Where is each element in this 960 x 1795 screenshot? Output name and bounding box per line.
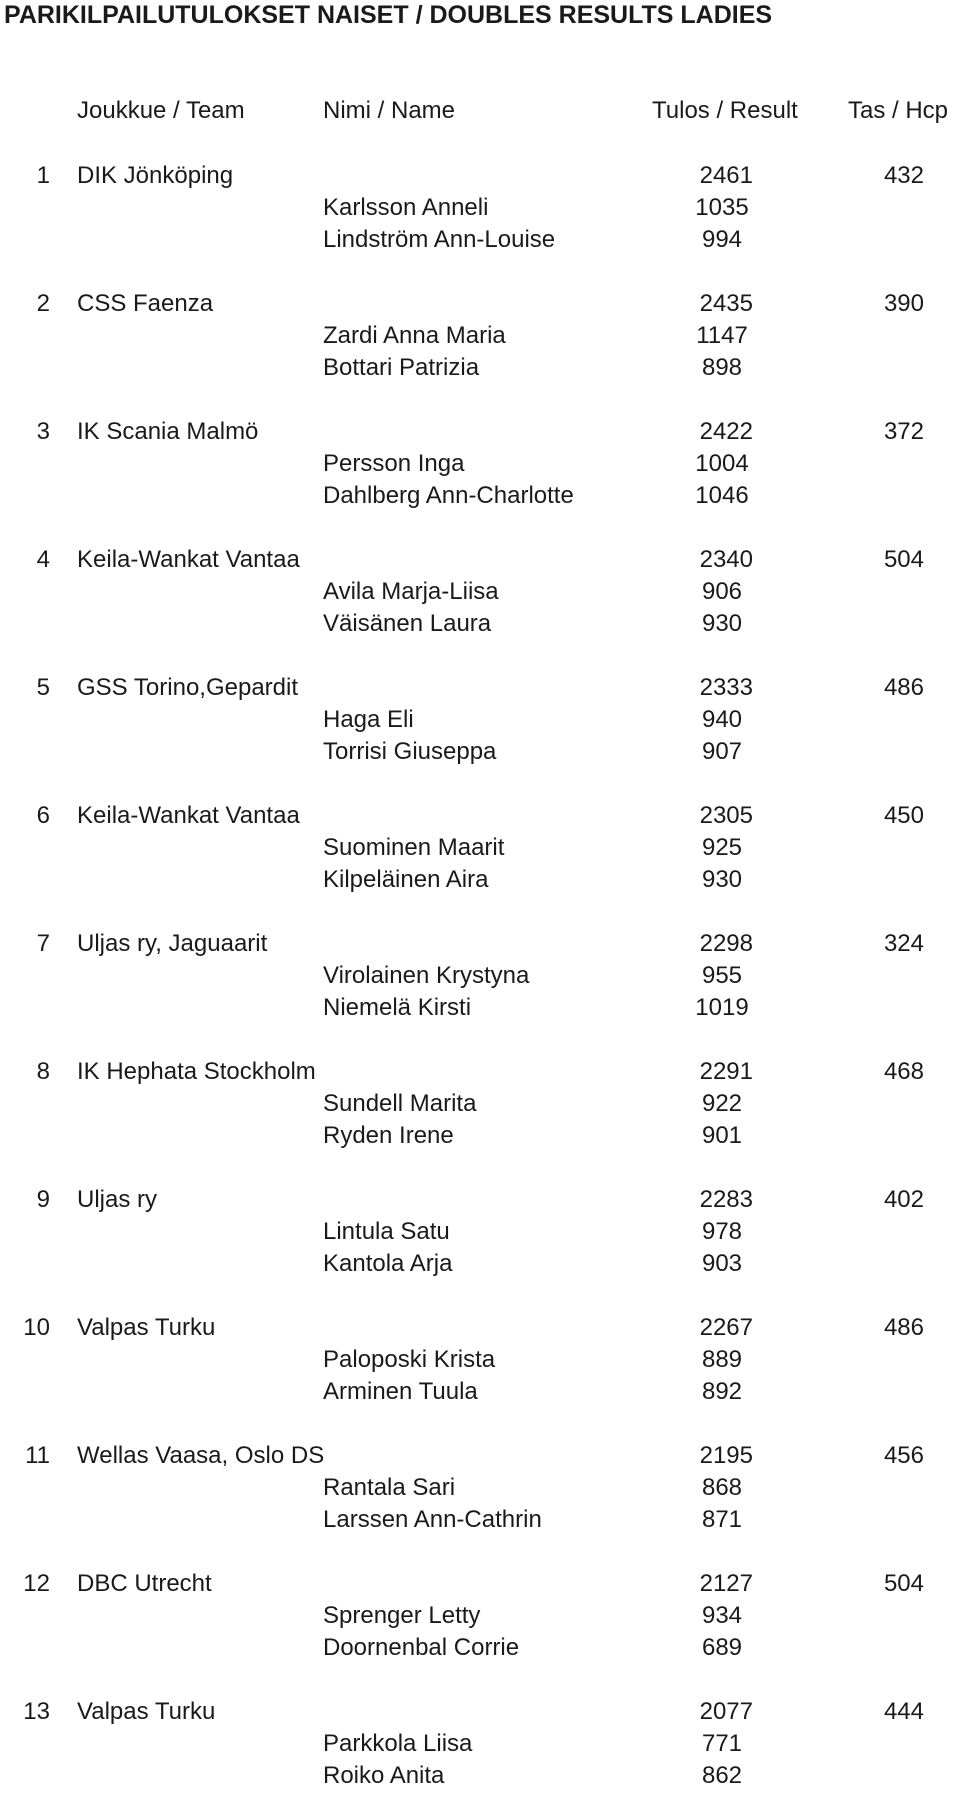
- player-score: 1046: [695, 482, 749, 509]
- team-hcp: 468: [883, 1058, 924, 1085]
- team-row: [0, 288, 960, 320]
- player-row: [0, 1344, 960, 1376]
- rank: 4: [36, 546, 50, 573]
- player-row: [0, 608, 960, 640]
- player-score: 771: [701, 1730, 743, 1757]
- team-name: DIK Jönköping: [77, 162, 234, 189]
- team-total: 2422: [699, 418, 753, 445]
- rank: 3: [36, 418, 50, 445]
- player-score: 901: [701, 1122, 743, 1149]
- player-score: 1035: [695, 194, 749, 221]
- player-name: Sprenger Letty: [323, 1602, 481, 1629]
- table-header: [0, 95, 960, 127]
- team-hcp: 432: [883, 162, 924, 189]
- player-row: [0, 1728, 960, 1760]
- player-name: Zardi Anna Maria: [323, 322, 506, 349]
- team-row: [0, 416, 960, 448]
- player-row: [0, 960, 960, 992]
- player-row: [0, 352, 960, 384]
- player-row: [0, 448, 960, 480]
- rank: 5: [36, 674, 50, 701]
- player-score: 868: [701, 1474, 743, 1501]
- player-row: [0, 704, 960, 736]
- player-row: [0, 480, 960, 512]
- player-name: Sundell Marita: [323, 1090, 477, 1117]
- player-row: [0, 1600, 960, 1632]
- header-name: Nimi / Name: [323, 97, 456, 124]
- player-name: Niemelä Kirsti: [323, 994, 472, 1021]
- player-name: Lintula Satu: [323, 1218, 450, 1245]
- player-row: [0, 224, 960, 256]
- team-hcp: 504: [883, 546, 924, 573]
- player-score: 889: [701, 1346, 743, 1373]
- player-name: Kilpeläinen Aira: [323, 866, 489, 893]
- player-name: Larssen Ann-Cathrin: [323, 1506, 542, 1533]
- rank: 10: [23, 1314, 50, 1341]
- player-score: 906: [701, 578, 743, 605]
- player-score: 922: [701, 1090, 743, 1117]
- player-score: 955: [701, 962, 743, 989]
- team-name: Valpas Turku: [77, 1698, 216, 1725]
- player-row: [0, 1216, 960, 1248]
- team-total: 2077: [699, 1698, 753, 1725]
- team-name: Valpas Turku: [77, 1314, 216, 1341]
- player-row: [0, 192, 960, 224]
- header-team: Joukkue / Team: [77, 97, 245, 124]
- player-name: Torrisi Giuseppa: [323, 738, 497, 765]
- team-name: Uljas ry: [77, 1186, 158, 1213]
- team-hcp: 444: [883, 1698, 924, 1725]
- player-score: 1019: [695, 994, 749, 1021]
- player-row: [0, 864, 960, 896]
- player-score: 862: [701, 1762, 743, 1789]
- player-name: Haga Eli: [323, 706, 414, 733]
- team-hcp: 456: [883, 1442, 924, 1469]
- player-name: Bottari Patrizia: [323, 354, 480, 381]
- rank: 2: [36, 290, 50, 317]
- team-row: [0, 160, 960, 192]
- header-hcp: Tas / Hcp: [848, 97, 949, 124]
- player-score: 930: [701, 866, 743, 893]
- team-hcp: 486: [883, 674, 924, 701]
- player-score: 994: [701, 226, 743, 253]
- player-row: [0, 576, 960, 608]
- team-name: Uljas ry, Jaguaarit: [77, 930, 268, 957]
- player-name: Väisänen Laura: [323, 610, 492, 637]
- team-total: 2305: [699, 802, 753, 829]
- player-name: Kantola Arja: [323, 1250, 453, 1277]
- team-name: GSS Torino,Gepardit: [77, 674, 299, 701]
- team-row: [0, 1056, 960, 1088]
- player-score: 689: [701, 1634, 743, 1661]
- player-row: [0, 1376, 960, 1408]
- team-total: 2267: [699, 1314, 753, 1341]
- rank: 7: [36, 930, 50, 957]
- player-row: [0, 1088, 960, 1120]
- player-score: 1147: [696, 322, 748, 349]
- team-name: DBC Utrecht: [77, 1570, 212, 1597]
- team-hcp: 372: [883, 418, 924, 445]
- player-score: 892: [701, 1378, 743, 1405]
- rank: 11: [25, 1442, 50, 1469]
- player-name: Doornenbal Corrie: [323, 1634, 520, 1661]
- player-name: Suominen Maarit: [323, 834, 505, 861]
- player-score: 907: [701, 738, 743, 765]
- team-row: [0, 672, 960, 704]
- team-total: 2291: [699, 1058, 753, 1085]
- player-score: 898: [701, 354, 743, 381]
- team-total: 2435: [699, 290, 753, 317]
- team-total: 2127: [699, 1570, 753, 1597]
- player-score: 871: [701, 1506, 743, 1533]
- team-hcp: 324: [883, 930, 924, 957]
- player-name: Parkkola Liisa: [323, 1730, 473, 1757]
- team-hcp: 504: [883, 1570, 924, 1597]
- player-score: 934: [701, 1602, 743, 1629]
- team-row: [0, 1312, 960, 1344]
- team-name: CSS Faenza: [77, 290, 214, 317]
- rank: 8: [36, 1058, 50, 1085]
- team-hcp: 402: [883, 1186, 924, 1213]
- team-name: IK Hephata Stockholm: [77, 1058, 316, 1085]
- player-score: 1004: [695, 450, 749, 477]
- team-row: [0, 1184, 960, 1216]
- player-name: Lindström Ann-Louise: [323, 226, 556, 253]
- team-total: 2340: [699, 546, 753, 573]
- team-hcp: 486: [883, 1314, 924, 1341]
- player-name: Roiko Anita: [323, 1762, 445, 1789]
- team-row: [0, 800, 960, 832]
- page-title: PARIKILPAILUTULOKSET NAISET / DOUBLES RESULTS LADIES: [4, 1, 773, 29]
- player-row: [0, 992, 960, 1024]
- team-name: Keila-Wankat Vantaa: [77, 802, 300, 829]
- team-total: 2333: [699, 674, 753, 701]
- team-row: [0, 544, 960, 576]
- player-row: [0, 736, 960, 768]
- team-row: [0, 1696, 960, 1728]
- player-name: Virolainen Krystyna: [323, 962, 530, 989]
- team-total: 2298: [699, 930, 753, 957]
- player-row: [0, 1120, 960, 1152]
- player-name: Ryden Irene: [323, 1122, 454, 1149]
- player-row: [0, 1504, 960, 1536]
- player-score: 930: [701, 610, 743, 637]
- header-result: Tulos / Result: [652, 97, 798, 124]
- team-row: [0, 928, 960, 960]
- player-score: 903: [701, 1250, 743, 1277]
- player-name: Paloposki Krista: [323, 1346, 496, 1373]
- player-score: 978: [701, 1218, 743, 1245]
- player-row: [0, 1248, 960, 1280]
- rank: 6: [36, 802, 50, 829]
- player-score: 940: [701, 706, 743, 733]
- team-name: IK Scania Malmö: [77, 418, 259, 445]
- player-row: [0, 1632, 960, 1664]
- player-name: Avila Marja-Liisa: [323, 578, 499, 605]
- player-name: Arminen Tuula: [323, 1378, 478, 1405]
- team-total: 2283: [699, 1186, 753, 1213]
- player-name: Karlsson Anneli: [323, 194, 489, 221]
- player-row: [0, 1472, 960, 1504]
- team-row: [0, 1568, 960, 1600]
- player-name: Persson Inga: [323, 450, 465, 477]
- team-total: 2195: [699, 1442, 753, 1469]
- rank: 9: [36, 1186, 50, 1213]
- rank: 13: [23, 1698, 50, 1725]
- team-name: Wellas Vaasa, Oslo DS: [77, 1442, 325, 1469]
- player-name: Rantala Sari: [323, 1474, 456, 1501]
- team-hcp: 390: [883, 290, 924, 317]
- player-score: 925: [701, 834, 743, 861]
- player-row: [0, 320, 960, 352]
- player-row: [0, 832, 960, 864]
- team-hcp: 450: [883, 802, 924, 829]
- team-total: 2461: [699, 162, 753, 189]
- rank: 12: [23, 1570, 50, 1597]
- player-row: [0, 1760, 960, 1792]
- player-name: Dahlberg Ann-Charlotte: [323, 482, 574, 509]
- team-row: [0, 1440, 960, 1472]
- rank: 1: [36, 162, 50, 189]
- team-name: Keila-Wankat Vantaa: [77, 546, 300, 573]
